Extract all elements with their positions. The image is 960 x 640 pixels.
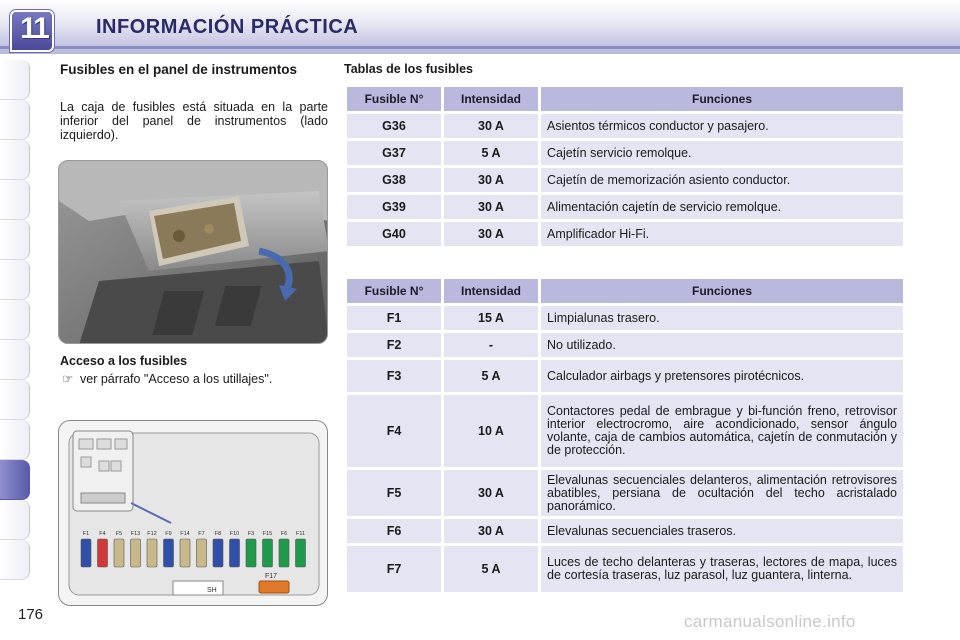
margin-tab [0,420,30,460]
fuse-amperage: 5 A [444,360,538,392]
table-row [347,395,903,467]
fuse-label-f17: F17 [265,573,278,580]
fuse-label: F9 [165,531,172,537]
column-header: Funciones [541,279,903,303]
fuse-function: Contactores pedal de embrague y bi-función freno, retrovisor interior electrocromo, aire acondicionado, sensor ángulo volante, caja de cambios automática, cajetín de conmutación y de protección. [541,395,903,467]
column-header: Fusible N° [347,87,441,111]
fuse-amperage: 30 A [444,168,538,192]
fuse-number: F7 [347,546,441,592]
section-title: Fusibles en el panel de instrumentos [60,62,298,77]
fuse-function: Amplificador Hi-Fi. [541,222,903,246]
fuse-label: F13 [130,531,141,537]
access-title: Acceso a los fusibles [60,354,188,368]
fuse-label: F7 [198,531,205,537]
table-row [347,470,903,516]
table-row [347,141,903,165]
column-header: Fusible N° [347,279,441,303]
fuse-amperage: 30 A [444,195,538,219]
fuse [230,539,240,567]
fuse-number: F1 [347,306,441,330]
fuse-function: No utilizado. [541,333,903,357]
fuse-label: F1 [82,531,90,537]
access-item [62,371,272,386]
fuse [246,539,256,567]
fuse-amperage: 5 A [444,546,538,592]
fuse-box-photo [58,160,328,344]
fuse-amperage: - [444,333,538,357]
fuse-number: G40 [347,222,441,246]
fuse [197,539,207,567]
page-title: INFORMACIÓN PRÁCTICA [96,16,359,38]
fuse-amperage: 15 A [444,306,538,330]
margin-tab [0,300,30,340]
fuse-number: G36 [347,114,441,138]
fuse-number: F4 [347,395,441,467]
fuse-amperage: 5 A [444,141,538,165]
fuse [296,539,306,567]
margin-tab [0,260,30,300]
page-number: 176 [18,606,44,623]
fuse-label: F12 [147,531,157,537]
fuse [279,539,289,567]
fuse-label: F8 [214,531,222,537]
fuse-table-g [344,84,906,249]
fuse [164,539,174,567]
fuse-label: F4 [99,531,106,537]
fuse-box-photo-illustration [59,161,328,344]
table-row [347,333,903,357]
pointing-hand-icon: ☞ [62,372,74,386]
table-row [347,114,903,138]
fuse-number: F3 [347,360,441,392]
fuse-function: Alimentación cajetín de servicio remolque. [541,195,903,219]
intro-paragraph: La caja de fusibles está situada en la parte inferior del panel de instrumentos (lado izquierdo). [60,100,328,142]
fuse [114,539,124,567]
table-row [347,519,903,543]
table-row [347,360,903,392]
fuse [180,539,190,567]
chapter-number: 11 [20,12,48,45]
fuse [98,539,108,567]
fuse-function: Elevalunas secuenciales traseros. [541,519,903,543]
fuse-box-diagram [58,420,328,606]
fuse-function: Asientos térmicos conductor y pasajero. [541,114,903,138]
fuse-function: Cajetín servicio remolque. [541,141,903,165]
margin-tab [0,500,30,540]
column-header: Funciones [541,87,903,111]
fuse-label: F15 [262,531,273,537]
column-header: Intensidad [444,279,538,303]
table-row [347,168,903,192]
fuse [213,539,223,567]
fuse-function: Limpialunas trasero. [541,306,903,330]
tables-title: Tablas de los fusibles [344,62,473,76]
margin-tab [0,540,30,580]
fuse-number: F6 [347,519,441,543]
fuse-function: Elevalunas secuenciales delanteros, alimentación retrovisores abatibles, persiana de ocultación del techo acristalado panorámico. [541,470,903,516]
fuse [131,539,141,567]
fuse [147,539,157,567]
table-header-row [347,279,903,303]
margin-tab [0,180,30,220]
fuse-table-f [344,276,906,595]
fuse-number: G38 [347,168,441,192]
table-row [347,195,903,219]
fuse-label: F6 [280,531,288,537]
margin-tab-active [0,460,30,500]
header-rule [0,46,960,49]
table-header-row [347,87,903,111]
fuse-box-diagram-illustration [59,421,328,606]
fuse-function: Luces de techo delanteras y traseras, lectores de mapa, luces de cortesía traseras, luz parasol, luz guantera, linterna. [541,546,903,592]
fuse-number: F5 [347,470,441,516]
fuse-label: F14 [180,531,190,537]
fuse-number: F2 [347,333,441,357]
fuse-label: F3 [247,531,255,537]
fuse-amperage: 30 A [444,222,538,246]
table-row [347,306,903,330]
fuse-amperage: 30 A [444,114,538,138]
table-row [347,222,903,246]
fuse-label: F5 [115,531,123,537]
margin-tab [0,340,30,380]
margin-tab [0,380,30,420]
access-item-text: ver párrafo "Acceso a los utillajes". [80,372,273,386]
fuse-function: Cajetín de memorización asiento conductor. [541,168,903,192]
fuse-label: F10 [229,531,240,537]
fuse-f17 [259,581,289,593]
fuse [263,539,273,567]
margin-tab [0,60,30,100]
margin-tab [0,100,30,140]
watermark: carmanualsonline.info [684,612,856,631]
fuse-function: Calculador airbags y pretensores pirotécnicos. [541,360,903,392]
margin-tab [0,220,30,260]
fuse-number: G39 [347,195,441,219]
fuse-amperage: 30 A [444,470,538,516]
fuse-amperage: 30 A [444,519,538,543]
chapter-margin-tabs [0,60,36,580]
fuse-amperage: 10 A [444,395,538,467]
fuse-number: G37 [347,141,441,165]
relay-label: SH [207,587,217,594]
fuse [81,539,91,567]
fuse-label: F11 [295,531,306,537]
column-header: Intensidad [444,87,538,111]
margin-tab [0,140,30,180]
table-row [347,546,903,592]
